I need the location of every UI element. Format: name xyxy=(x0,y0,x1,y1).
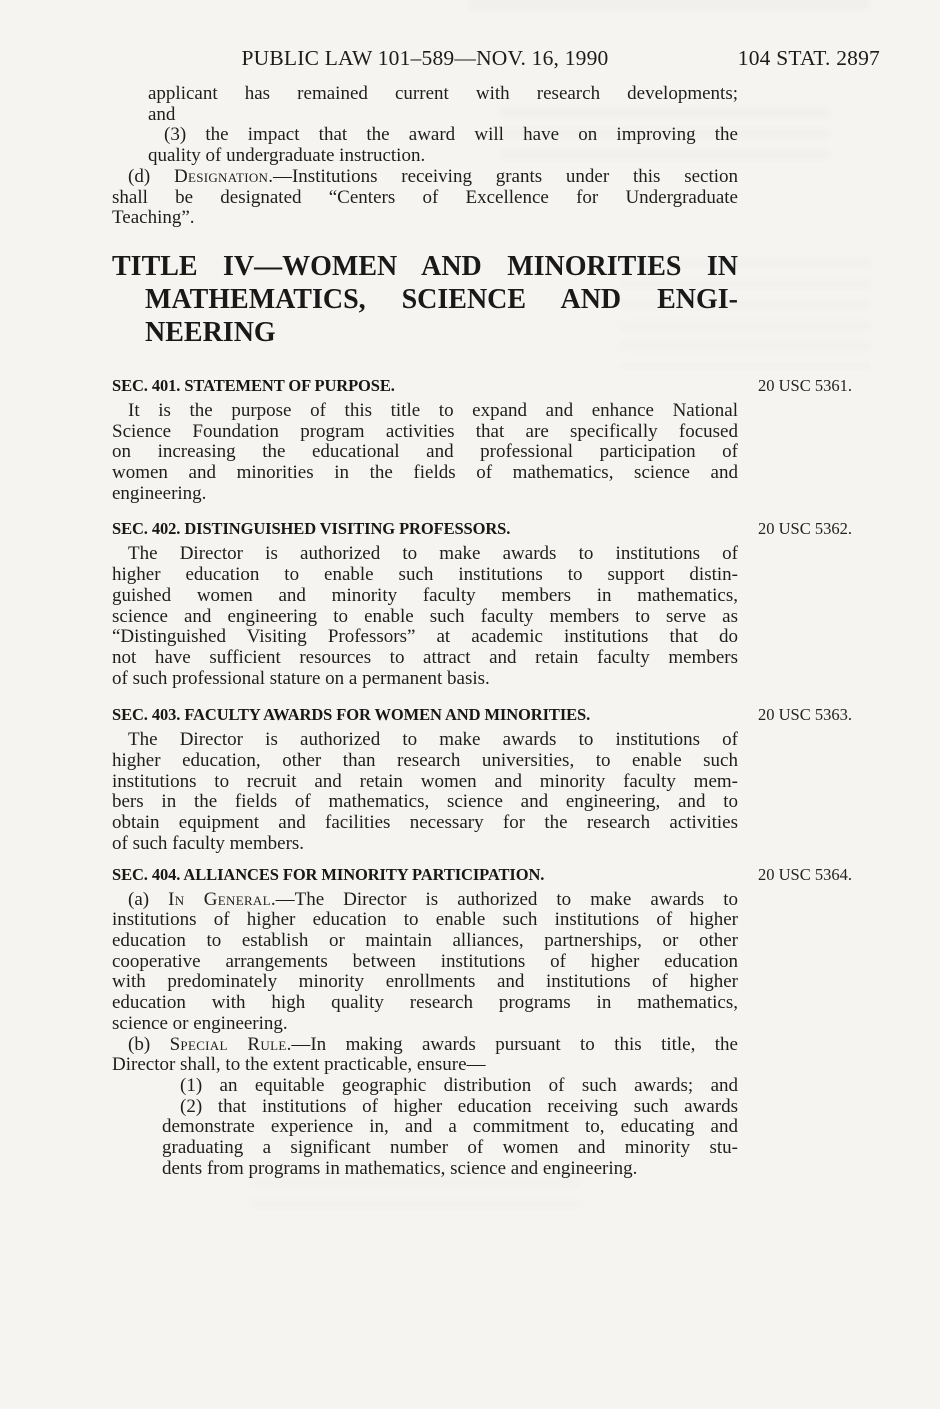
clause-letter: (a) xyxy=(128,888,169,910)
title-line: NEERING xyxy=(145,316,276,348)
running-head-law: PUBLIC LAW 101–589—NOV. 16, 1990 xyxy=(241,46,609,70)
clause-label: Special Rule xyxy=(169,1033,287,1055)
section-paragraph xyxy=(112,730,738,854)
subsection-a xyxy=(112,890,738,1035)
body-line: “Distinguished Visiting Professors” at academic institutions that do xyxy=(112,626,738,648)
clause-letter: (b) xyxy=(128,1033,170,1055)
body-line: education with high quality research programs in mathematics, xyxy=(112,992,738,1014)
body-line: engineering. xyxy=(112,482,207,504)
clause-label: In General xyxy=(168,888,271,910)
section-heading: SEC. 401. STATEMENT OF PURPOSE. xyxy=(112,375,395,395)
body-line: institutions to recruit and retain women and minority faculty mem- xyxy=(112,770,738,792)
subsection-b-item-2 xyxy=(112,1097,738,1180)
usc-margin-note: 20 USC 5362. xyxy=(758,519,852,539)
clause-letter: (d) xyxy=(128,165,174,187)
body-line: women and minorities in the fields of mathematics, science and xyxy=(112,462,738,484)
title-line: MATHEMATICS, SCIENCE AND ENGI- xyxy=(145,283,738,315)
body-line: The Director is authorized to make awards to institutions of xyxy=(128,543,738,565)
body-line: of such professional stature on a permanent basis. xyxy=(112,667,490,689)
body-line: Teaching”. xyxy=(112,207,195,229)
body-line: higher education, other than research universities, to enable such xyxy=(112,750,738,772)
body-line: and xyxy=(148,103,176,125)
body-line: guished women and minority faculty members in mathematics, xyxy=(112,584,738,606)
section-heading: SEC. 402. DISTINGUISHED VISITING PROFESSORS. xyxy=(112,519,511,539)
body-line: education to establish or maintain alliances, partnerships, or other xyxy=(112,929,738,951)
body-line: science or engineering. xyxy=(112,1012,288,1034)
section-403 xyxy=(112,704,852,854)
section-402 xyxy=(112,518,852,689)
body-line: obtain equipment and facilities necessary for the research activities xyxy=(112,812,738,834)
body-line: bers in the fields of mathematics, science and engineering, and to xyxy=(112,791,738,813)
body-line: science and engineering to enable such faculty members to serve as xyxy=(112,605,738,627)
body-line: (1) an equitable geographic distribution of such awards; and xyxy=(180,1074,738,1096)
title-line: TITLE IV—WOMEN AND MINORITIES IN xyxy=(112,250,738,282)
clause-text: .—The Director is authorized to make awards to xyxy=(270,888,738,910)
body-line: demonstrate experience in, and a commitment to, educating and xyxy=(162,1116,738,1138)
section-404 xyxy=(112,864,852,1180)
body-column xyxy=(112,83,852,1179)
body-line: cooperative arrangements between institutions of higher education xyxy=(112,950,738,972)
bleedthrough-ghost xyxy=(250,1178,580,1208)
clause-label: Designation xyxy=(173,165,269,187)
clause-text: .—In making awards pursuant to this title, the xyxy=(286,1033,738,1055)
body-line: (2) that institutions of higher education receiving such awards xyxy=(180,1095,738,1117)
body-line: graduating a significant number of women and minority stu- xyxy=(162,1137,738,1159)
body-line: quality of undergraduate instruction. xyxy=(148,145,426,167)
section-heading: SEC. 404. ALLIANCES FOR MINORITY PARTICIPATION. xyxy=(112,864,545,884)
body-line: on increasing the educational and professional participation of xyxy=(112,441,738,463)
body-line: not have sufficient resources to attract and retain faculty members xyxy=(112,646,738,668)
body-line: Director shall, to the extent practicable, ensure— xyxy=(112,1054,486,1076)
section-heading: SEC. 403. FACULTY AWARDS FOR WOMEN AND MINORITIES. xyxy=(112,705,591,725)
body-line: applicant has remained current with research developments; xyxy=(148,83,738,104)
intro-continuation xyxy=(112,84,738,229)
body-line: The Director is authorized to make awards to institutions of xyxy=(128,729,738,751)
body-line: institutions of higher education to enable such institutions of higher xyxy=(112,909,738,931)
body-line: Science Foundation program activities that are specifically focused xyxy=(112,420,738,442)
usc-margin-note: 20 USC 5363. xyxy=(758,705,852,725)
body-line: (3) the impact that the award will have on improving the xyxy=(164,124,738,146)
body-line xyxy=(112,890,738,911)
title-iv-heading xyxy=(112,250,738,349)
bleedthrough-ghost xyxy=(470,0,870,16)
usc-margin-note: 20 USC 5364. xyxy=(758,864,852,884)
body-line: with predominately minority enrollments and institutions of higher xyxy=(112,971,738,993)
section-paragraph xyxy=(112,401,738,505)
body-line xyxy=(112,167,738,188)
subsection-b-item-1 xyxy=(112,1076,738,1097)
section-401 xyxy=(112,375,852,505)
clause-text: .—Institutions receiving grants under this section xyxy=(268,165,739,187)
body-line: dents from programs in mathematics, science and engineering. xyxy=(162,1157,638,1179)
body-line xyxy=(112,1035,738,1056)
running-head-stat-page: 104 STAT. 2897 xyxy=(737,46,880,70)
body-line: higher education to enable such institutions to support distin- xyxy=(112,564,738,586)
subsection-b xyxy=(112,1035,738,1076)
body-line: It is the purpose of this title to expand and enhance National xyxy=(128,399,738,421)
body-line: of such faculty members. xyxy=(112,832,305,854)
body-line: shall be designated “Centers of Excellence for Undergraduate xyxy=(112,186,738,208)
usc-margin-note: 20 USC 5361. xyxy=(758,375,852,395)
section-paragraph xyxy=(112,544,738,689)
